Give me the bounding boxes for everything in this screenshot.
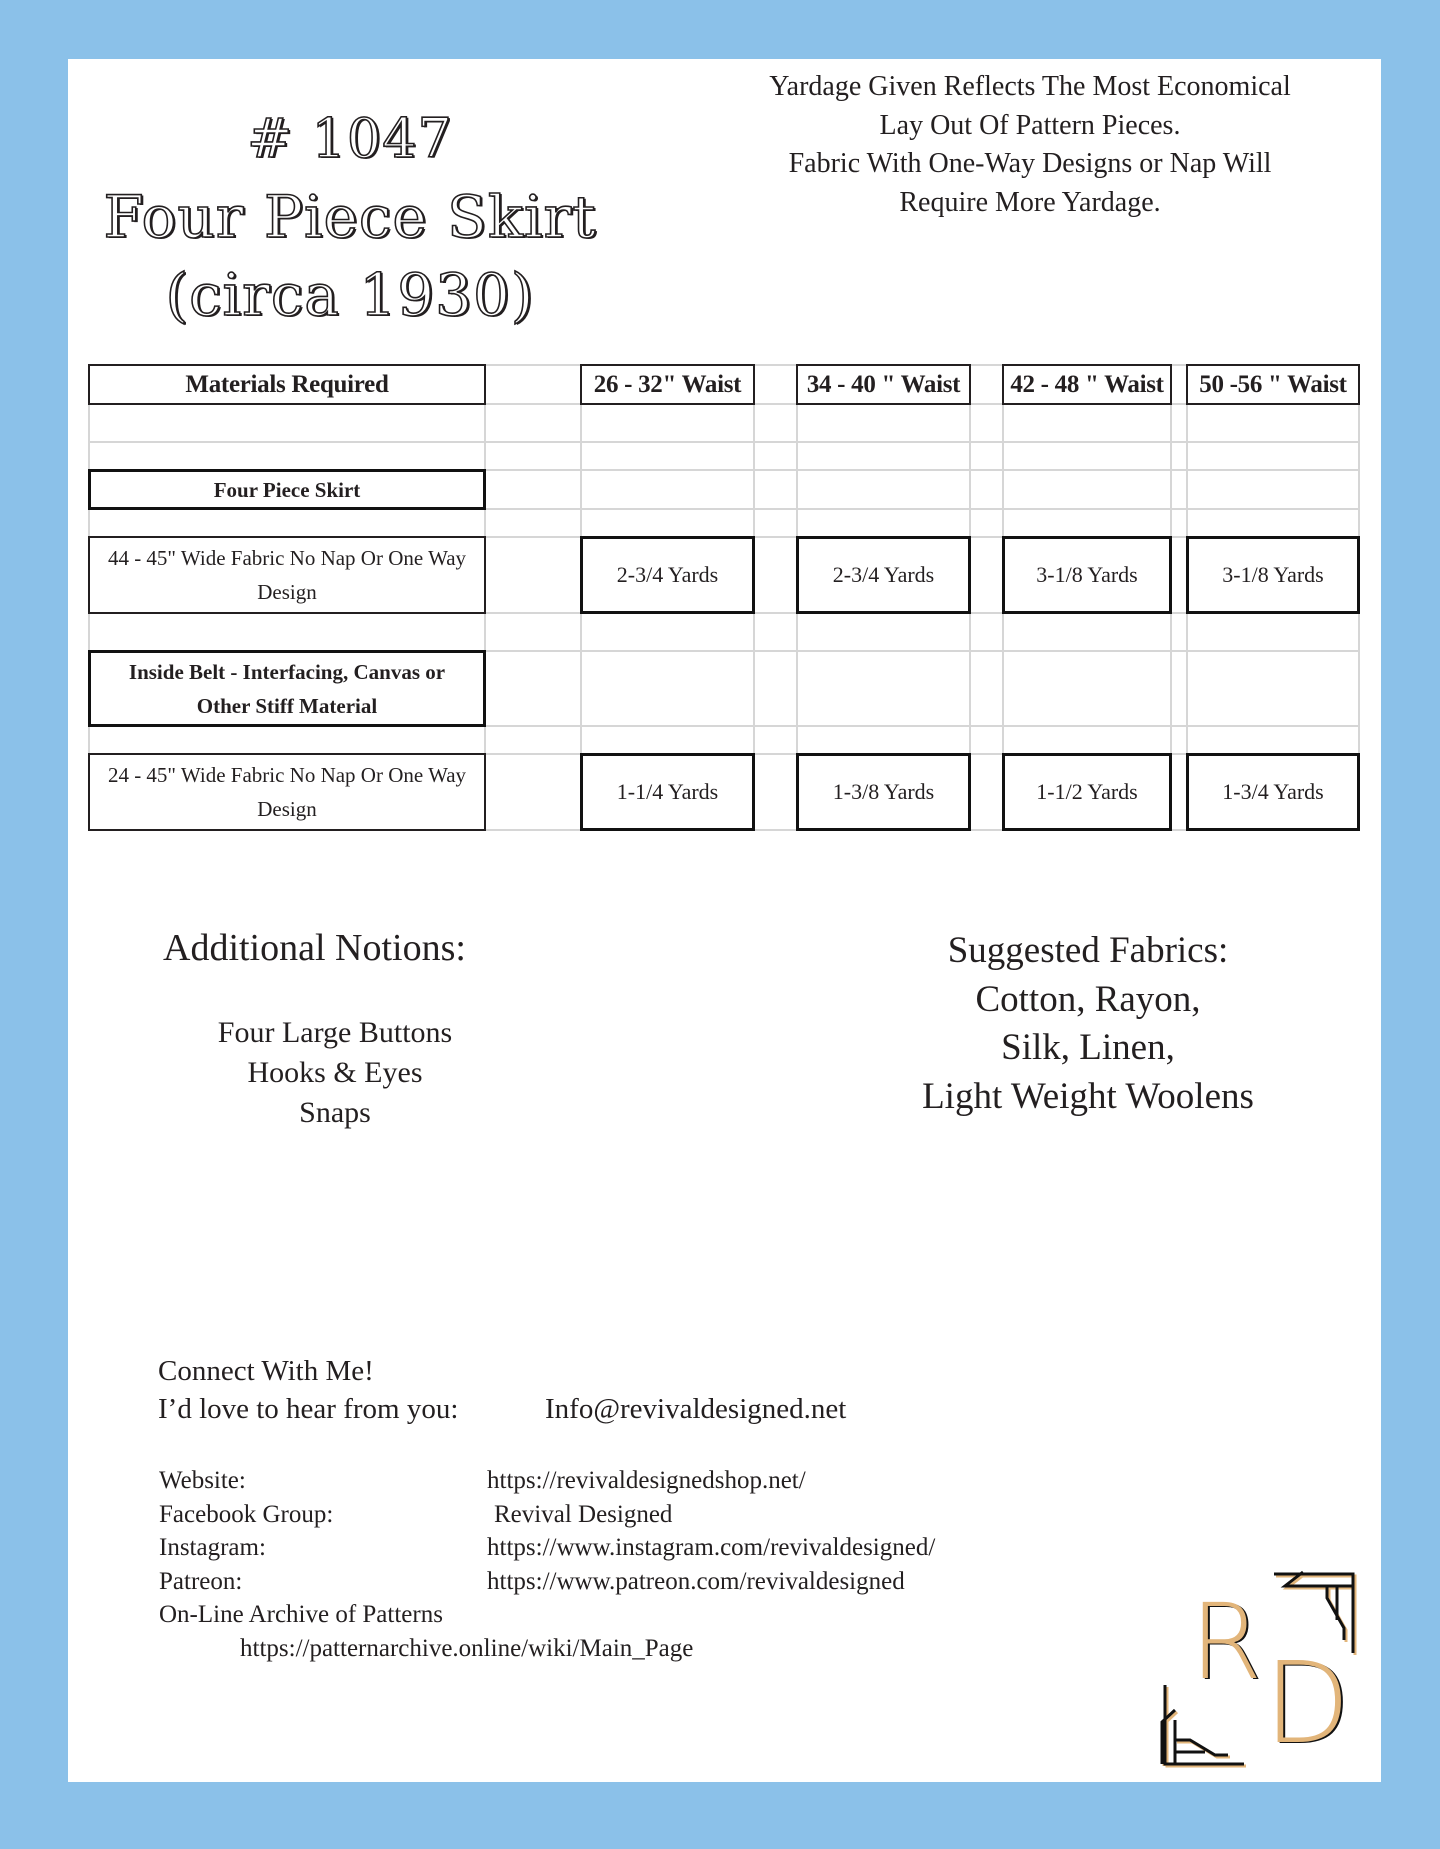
- yardage-note: [720, 68, 1340, 222]
- logo-letter-d: D: [1264, 1639, 1351, 1769]
- fabric-spec-inside-belt: 24 - 45" Wide Fabric No Nap Or One Way Design: [88, 753, 486, 831]
- notion-item: Four Large Buttons: [217, 1016, 453, 1049]
- materials-required-header: Materials Required: [88, 364, 486, 405]
- size-header-26-32: 26 - 32" Waist: [580, 364, 755, 405]
- facebook-group-link[interactable]: Revival Designed: [494, 1500, 673, 1528]
- contact-email-link[interactable]: Info@revivaldesigned.net: [545, 1393, 847, 1425]
- yardage-skirt-34-40: 2-3/4 Yards: [796, 536, 971, 614]
- pattern-era: (circa 1930): [165, 261, 535, 329]
- link-row-website: [159, 1464, 1059, 1498]
- website-link[interactable]: https://revivaldesignedshop.net/: [487, 1467, 806, 1494]
- size-header-42-48: 42 - 48 " Waist: [1002, 364, 1172, 405]
- yardage-skirt-42-48: 3-1/8 Yards: [1002, 536, 1172, 614]
- pattern-archive-link[interactable]: https://patternarchive.online/wiki/Main_Page: [240, 1634, 694, 1662]
- yardage-belt-50-56: 1-3/4 Yards: [1186, 753, 1360, 831]
- pattern-number: # 1047: [247, 107, 453, 170]
- contact-block: [158, 1352, 458, 1428]
- link-row-patreon: [159, 1565, 1059, 1599]
- yardage-note-line: Require More Yardage.: [899, 186, 1161, 218]
- logo-letter-r: R: [1190, 1581, 1263, 1703]
- size-header-34-40: 34 - 40 " Waist: [796, 364, 971, 405]
- notions-list: [185, 1013, 485, 1133]
- yardage-belt-26-32: 1-1/4 Yards: [580, 753, 755, 831]
- instagram-link[interactable]: https://www.instagram.com/revivaldesigned/: [487, 1534, 936, 1562]
- notion-item: Snaps: [299, 1096, 371, 1129]
- link-label: Patreon:: [159, 1567, 243, 1595]
- link-row-instagram: [159, 1531, 1059, 1565]
- fabric-line: Cotton, Rayon,: [975, 978, 1201, 1020]
- link-label: Instagram:: [159, 1534, 266, 1562]
- yardage-belt-42-48: 1-1/2 Yards: [1002, 753, 1172, 831]
- pattern-name: Four Piece Skirt: [103, 183, 597, 251]
- yardage-skirt-26-32: 2-3/4 Yards: [580, 536, 755, 614]
- section-title-inside-belt: Inside Belt - Interfacing, Canvas or Other Stiff Material: [88, 650, 486, 727]
- fabric-line: Light Weight Woolens: [922, 1075, 1254, 1117]
- yardage-note-line: Fabric With One-Way Designs or Nap Will: [788, 148, 1272, 179]
- yardage-belt-34-40: 1-3/8 Yards: [796, 753, 971, 831]
- contact-heading: Connect With Me!: [158, 1355, 374, 1387]
- notion-item: Hooks & Eyes: [247, 1056, 423, 1089]
- link-row-archive: [159, 1598, 1059, 1632]
- link-label: Facebook Group:: [159, 1500, 334, 1528]
- link-row-facebook: [159, 1498, 1059, 1532]
- fabric-spec-skirt: 44 - 45" Wide Fabric No Nap Or One Way Design: [88, 536, 486, 614]
- fabric-line: Silk, Linen,: [1001, 1027, 1175, 1068]
- notions-heading: Additional Notions:: [163, 927, 466, 969]
- suggested-fabrics: [880, 927, 1296, 1121]
- materials-table: [88, 364, 1360, 832]
- revival-designed-logo: [1150, 1560, 1370, 1775]
- yardage-note-line: Yardage Given Reflects The Most Economical: [769, 71, 1291, 102]
- social-links: [159, 1464, 1059, 1666]
- section-title-skirt: Four Piece Skirt: [88, 469, 486, 510]
- size-header-50-56: 50 -56 " Waist: [1186, 364, 1360, 405]
- contact-prompt: I’d love to hear from you:: [158, 1393, 459, 1425]
- archive-label: On-Line Archive of Patterns: [159, 1601, 443, 1629]
- patreon-link[interactable]: https://www.patreon.com/revivaldesigned: [487, 1567, 905, 1595]
- fabrics-heading: Suggested Fabrics:: [947, 930, 1229, 971]
- yardage-note-line: Lay Out Of Pattern Pieces.: [879, 109, 1181, 141]
- link-label: Website:: [159, 1467, 246, 1494]
- pattern-title: [100, 100, 600, 334]
- yardage-skirt-50-56: 3-1/8 Yards: [1186, 536, 1360, 614]
- link-row-archive-url: [159, 1632, 1059, 1666]
